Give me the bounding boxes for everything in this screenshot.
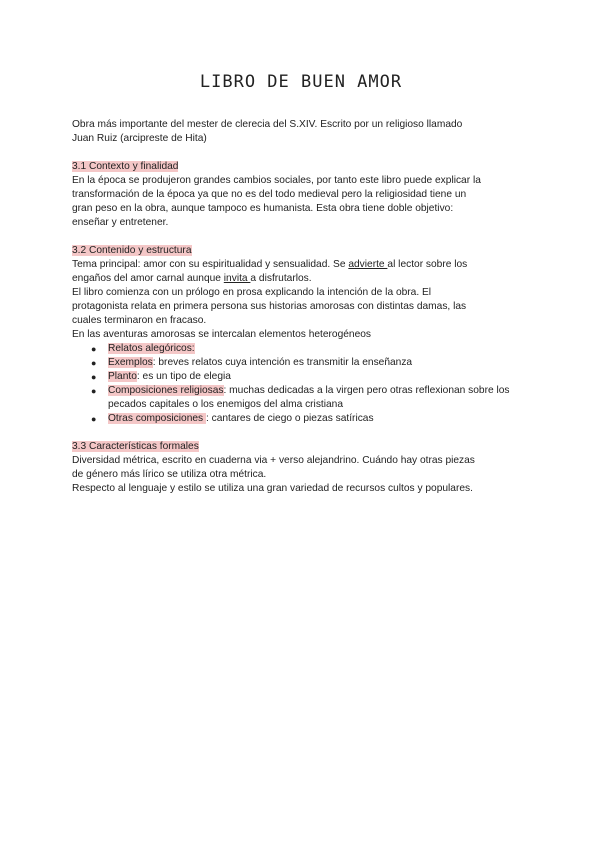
underlined-invita: invita bbox=[223, 273, 251, 284]
content-line-2-b: a disfrutarlos. bbox=[250, 273, 312, 284]
list-item-label: Exemplos bbox=[108, 357, 153, 368]
content-line-1 bbox=[72, 258, 530, 272]
list-item-text: : es un tipo de elegia bbox=[136, 371, 231, 382]
content-line-6: En las aventuras amorosas se intercalan elementos heterogéneos bbox=[72, 329, 372, 340]
list-item-label: Composiciones religiosas bbox=[108, 385, 224, 396]
bullet-icon: ● bbox=[91, 414, 97, 424]
list-item bbox=[91, 384, 530, 412]
intro-line-2: Juan Ruiz (arcipreste de Hita) bbox=[72, 133, 207, 144]
section-heading-features bbox=[72, 440, 530, 454]
bullet-icon: ● bbox=[91, 386, 97, 396]
document-title: LIBRO DE BUEN AMOR bbox=[199, 72, 403, 92]
list-item bbox=[91, 342, 530, 356]
features-line-2: de género más lírico se utiliza otra métrica. bbox=[72, 469, 267, 480]
section-heading-context bbox=[72, 160, 530, 174]
context-line-2: transformación de la época ya que no es del todo medieval pero la religiosidad tiene un bbox=[72, 189, 467, 200]
underlined-advierte: advierte bbox=[348, 259, 388, 270]
bullet-icon: ● bbox=[91, 372, 97, 382]
features-line-1: Diversidad métrica, escrito en cuaderna via + verso alejandrino. Cuándo hay otras piezas bbox=[72, 455, 475, 466]
list-item-text: : breves relatos cuya intención es transmitir la enseñanza bbox=[152, 357, 413, 368]
content-line-1-b: al lector sobre los bbox=[387, 259, 468, 270]
content-line-4: protagonista relata en primera persona sus historias amorosas con distintas damas, las bbox=[72, 301, 467, 312]
list-item-text: : cantares de ciego o piezas satíricas bbox=[205, 413, 374, 424]
content-line-2 bbox=[72, 272, 530, 286]
document-page bbox=[72, 72, 530, 496]
list-item-label: Otras composiciones bbox=[108, 413, 206, 424]
list-item-label: Relatos alegóricos: bbox=[108, 343, 195, 354]
content-line-5: cuales terminaron en fracaso. bbox=[72, 315, 207, 326]
elements-list bbox=[72, 342, 530, 426]
section-heading-content-text: 3.2 Contenido y estructura bbox=[72, 245, 192, 256]
section-heading-content bbox=[72, 244, 530, 258]
list-item-text: : muchas dedicadas a la virgen pero otras reflexionan sobre los pecados capitales o los enemigos del alma cristiana bbox=[108, 385, 510, 410]
content-line-3: El libro comienza con un prólogo en prosa explicando la intención de la obra. El bbox=[72, 287, 432, 298]
context-line-4: enseñar y entretener. bbox=[72, 217, 169, 228]
context-line-1: En la época se produjeron grandes cambios sociales, por tanto este libro puede explicar la bbox=[72, 175, 481, 186]
intro-line-1: Obra más importante del mester de clerecia del S.XIV. Escrito por un religioso llamado bbox=[72, 119, 463, 130]
content-line-1-a: Tema principal: amor con su espiritualidad y sensualidad. Se bbox=[72, 259, 349, 270]
list-item bbox=[91, 412, 530, 426]
section-heading-features-text: 3.3 Características formales bbox=[72, 441, 199, 452]
list-item bbox=[91, 370, 530, 384]
content-line-2-a: engaños del amor carnal aunque bbox=[72, 273, 224, 284]
bullet-icon: ● bbox=[91, 358, 97, 368]
context-line-3: gran peso en la obra, aunque tampoco es humanista. Esta obra tiene doble objetivo: bbox=[72, 203, 454, 214]
features-line-3: Respecto al lenguaje y estilo se utiliza una gran variedad de recursos cultos y populares. bbox=[72, 483, 473, 494]
list-item-label: Planto bbox=[108, 371, 137, 382]
list-item bbox=[91, 356, 530, 370]
bullet-icon: ● bbox=[91, 344, 97, 354]
section-heading-context-text: 3.1 Contexto y finalidad bbox=[72, 161, 179, 172]
